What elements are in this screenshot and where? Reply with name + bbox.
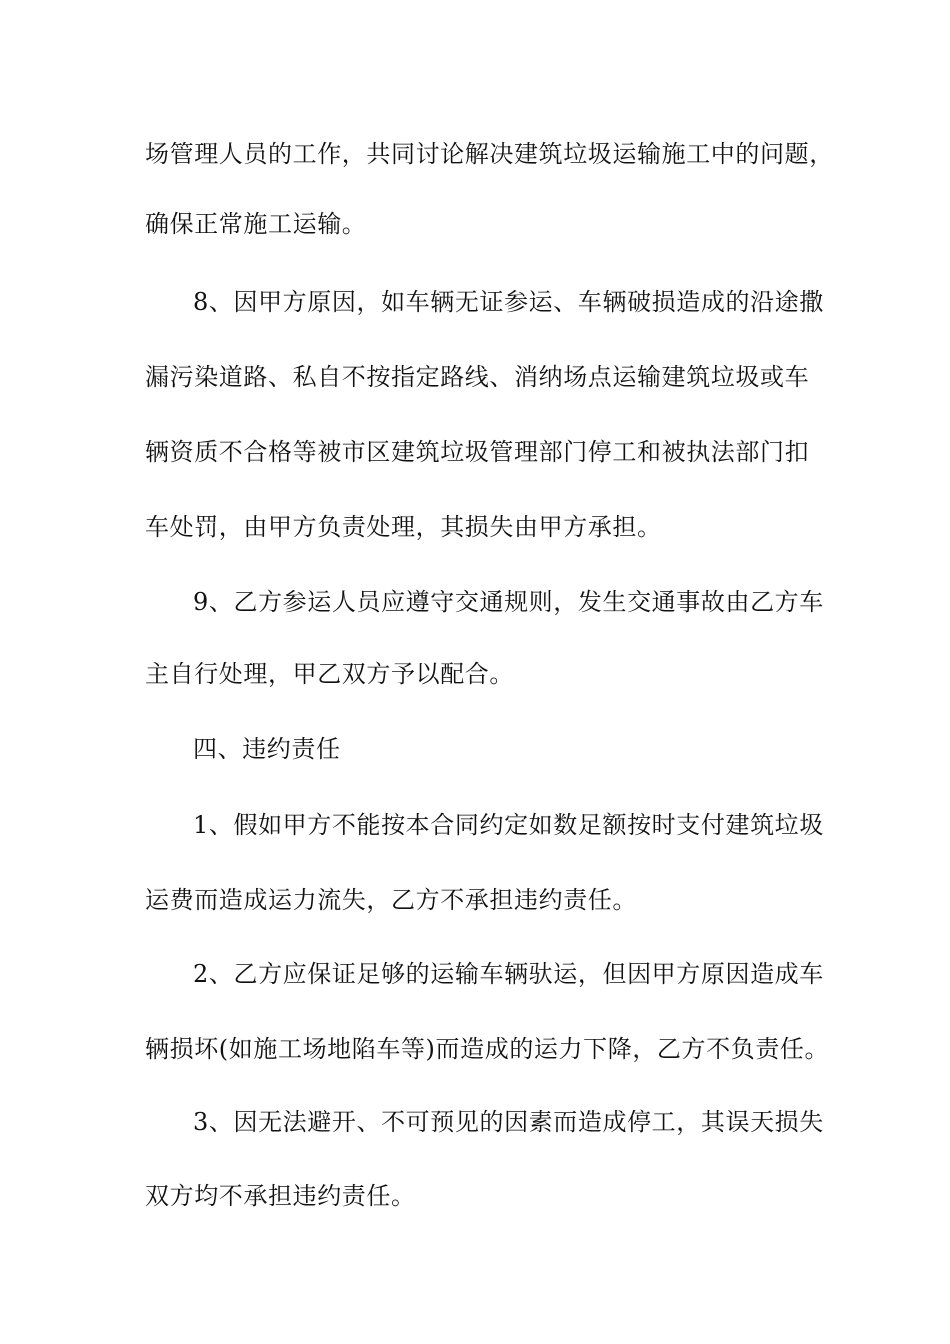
text-line: 漏污染道路、私自不按指定路线、消纳场点运输建筑垃圾或车 bbox=[145, 363, 810, 391]
clause-2-start: 2、乙方应保证足够的运输车辆驮运，但因甲方原因造成车 bbox=[193, 960, 824, 988]
text-line: 运费而造成运力流失，乙方不承担违约责任。 bbox=[145, 886, 637, 914]
section-heading: 四、违约责任 bbox=[193, 735, 341, 763]
paragraph-8-start: 8、因甲方原因，如车辆无证参运、车辆破损造成的沿途撒 bbox=[193, 288, 824, 316]
text-line: 辆损坏(如施工场地陷车等)而造成的运力下降，乙方不负责任。 bbox=[145, 1035, 830, 1063]
clause-3-start: 3、因无法避开、不可预见的因素而造成停工，其误天损失 bbox=[193, 1108, 824, 1136]
clause-1-start: 1、假如甲方不能按本合同约定如数足额按时支付建筑垃圾 bbox=[193, 811, 824, 839]
text-line: 主自行处理，甲乙双方予以配合。 bbox=[145, 660, 514, 688]
text-line: 车处罚，由甲方负责处理，其损失由甲方承担。 bbox=[145, 513, 662, 541]
text-line: 双方均不承担违约责任。 bbox=[145, 1182, 416, 1210]
text-line: 辆资质不合格等被市区建筑垃圾管理部门停工和被执法部门扣 bbox=[145, 438, 810, 466]
text-line: 场管理人员的工作，共同讨论解决建筑垃圾运输施工中的问题， bbox=[145, 140, 834, 168]
paragraph-9-start: 9、乙方参运人员应遵守交通规则，发生交通事故由乙方车 bbox=[193, 588, 824, 616]
text-line: 确保正常施工运输。 bbox=[145, 210, 367, 238]
